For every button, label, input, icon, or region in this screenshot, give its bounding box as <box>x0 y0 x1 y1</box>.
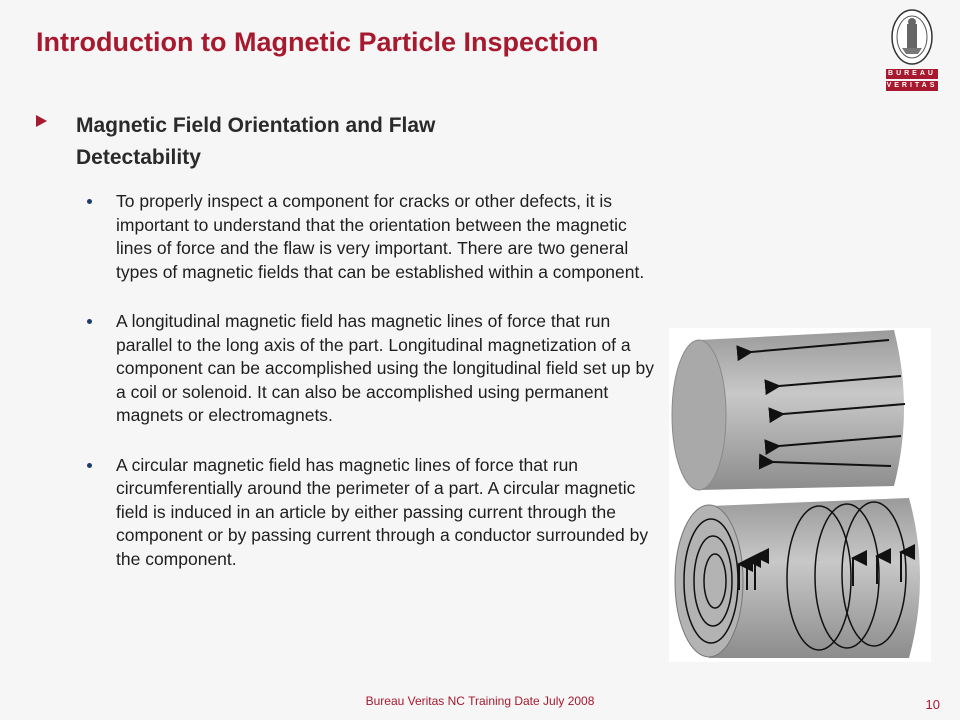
bullet-text: A longitudinal magnetic field has magnetic lines of force that run parallel to the long axis of the part. Longitudinal magnetization of a component can be accomplished using the longitudinal field set up by a coil or solenoid. It can also be accomplished using permanent magnets or electromagnets. <box>116 311 654 425</box>
bullet-text: A circular magnetic field has magnetic lines of force that run circumferentially around the perimeter of a part. A circular magnetic field is induced in an article by either passing current through the component or by passing current through a conductor surrounded by the component. <box>116 454 649 569</box>
bureau-veritas-logo <box>882 8 942 90</box>
bullet-text: To properly inspect a component for cracks or other defects, it is important to understand that the orientation between the magnetic lines of force and the flaw is very important. There are two general types of magnetic fields that can be established within a component. <box>116 191 645 282</box>
page-number: 10 <box>925 697 940 712</box>
bullet-item <box>86 454 666 572</box>
magnetic-field-illustration <box>669 328 931 662</box>
bullet-dot-icon <box>87 199 92 204</box>
slide-title: Introduction to Magnetic Particle Inspection <box>36 27 599 57</box>
section-heading: Magnetic Field Orientation and Flaw Detectability <box>76 114 436 169</box>
longitudinal-field-cylinder <box>672 330 905 490</box>
heading-arrow-icon <box>36 115 47 127</box>
bullet-list <box>86 190 666 597</box>
bullet-dot-icon <box>87 319 92 324</box>
bullet-dot-icon <box>87 463 92 468</box>
circular-field-cylinder <box>675 498 920 658</box>
logo-word-bottom: VERITAS <box>886 82 938 89</box>
slide-footer: Bureau Veritas NC Training Date July 2008 <box>365 694 595 708</box>
logo-word-top: BUREAU <box>886 69 938 79</box>
bureau-veritas-seal-icon <box>890 8 934 66</box>
bullet-item <box>86 310 666 428</box>
bullet-item <box>86 190 666 284</box>
